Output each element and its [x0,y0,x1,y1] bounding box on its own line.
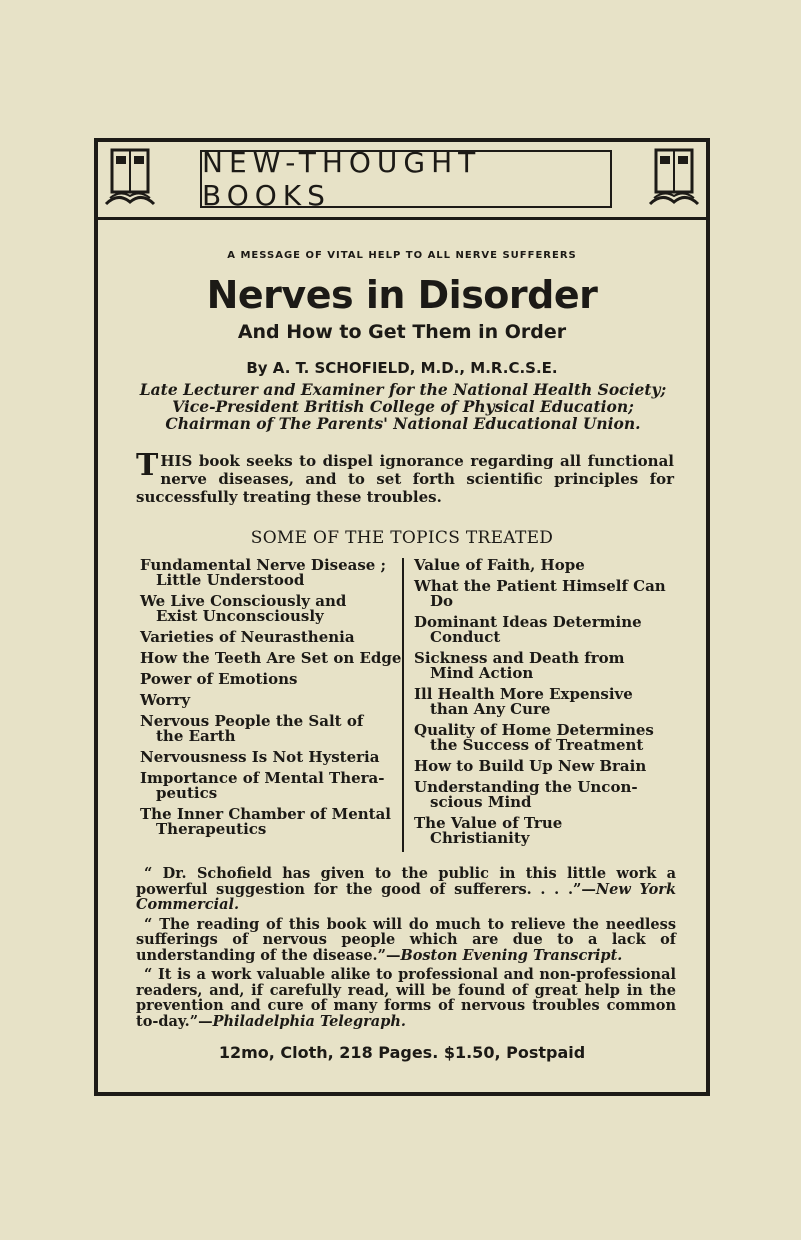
series-title-box [200,146,612,212]
topic-item: Importance of Mental Thera- peutics [140,769,385,802]
drop-cap: T [136,448,159,483]
topic-item: How to Build Up New Brain [414,757,647,775]
price-line: 12mo, Cloth, 218 Pages. $1.50, Postpaid [218,1043,586,1062]
topic-item: Fundamental Nerve Disease ; Little Understood [140,556,387,589]
topic-item: Varieties of Neurasthenia [140,628,355,646]
review-quotes [136,866,676,1029]
topic-item: Nervousness Is Not Hysteria [140,748,380,766]
tagline: A MESSAGE OF VITAL HELP TO ALL NERVE SUFFERERS [227,250,577,261]
topic-item: Understanding the Uncon- scious Mind [414,778,638,811]
topic-item: Sickness and Death from Mind Action [414,649,625,682]
author-credentials: Late Lecturer and Examiner for the National Health Society; Vice-President British College of Physical Education; Chairman of The Parents' National Educational Union. [139,380,667,433]
book-emblem-icon [102,146,158,208]
intro-text: HIS book seeks to dispel ignorance regarding all functional nerve diseases, and to set forth scientific principles for successfully treating these troubles. [136,452,674,506]
advertisement-content [98,220,706,1062]
review-quote: “ It is a work valuable alike to professional and non-professional readers, and, if carefully read, will be found of great help in the prevention and cure of many forms of nervous troubles common to-day.”—Philadelphia Telegraph. [136,966,676,1030]
topic-item: The Value of True Christianity [414,814,563,847]
topics-heading: SOME OF THE TOPICS TREATED [250,528,554,548]
topics-left-column [140,558,402,852]
topic-item: Ill Health More Expensive than Any Cure [414,685,633,718]
topic-item: Dominant Ideas Determine Conduct [414,613,642,646]
advertisement-frame [94,138,710,1096]
topic-item: Value of Faith, Hope [414,556,585,574]
topic-item: Quality of Home Determines the Success of Treatment [414,721,654,754]
topic-item: We Live Consciously and Exist Unconsciously [140,592,347,625]
topic-item: Power of Emotions [140,670,298,688]
book-title: Nerves in Disorder [206,273,598,317]
topic-item: What the Patient Himself Can Do [414,577,666,610]
series-title: NEW-THOUGHT BOOKS [202,146,482,212]
review-quote: “ Dr. Schofield has given to the public in this little work a powerful suggestion for the good of sufferers. . . .”—New York Commercial. [136,865,676,913]
topics-list [140,558,676,852]
topic-item: Nervous People the Salt of the Earth [140,712,364,745]
topic-item: How the Teeth Are Set on Edge [140,649,402,667]
topic-item: Worry [140,691,191,709]
book-emblem-icon [646,146,702,208]
header-band [98,142,706,220]
topics-right-column [402,558,676,852]
review-quote: “ The reading of this book will do much to relieve the needless sufferings of nervous people which are due to a lack of understanding of the disease.”—Boston Evening Transcript. [136,915,676,964]
intro-paragraph [136,448,674,506]
topic-item: The Inner Chamber of Mental Therapeutics [140,805,392,838]
book-subtitle: And How to Get Them in Order [237,321,567,343]
author-line: By A. T. SCHOFIELD, M.D., M.R.C.S.E. [246,359,558,377]
